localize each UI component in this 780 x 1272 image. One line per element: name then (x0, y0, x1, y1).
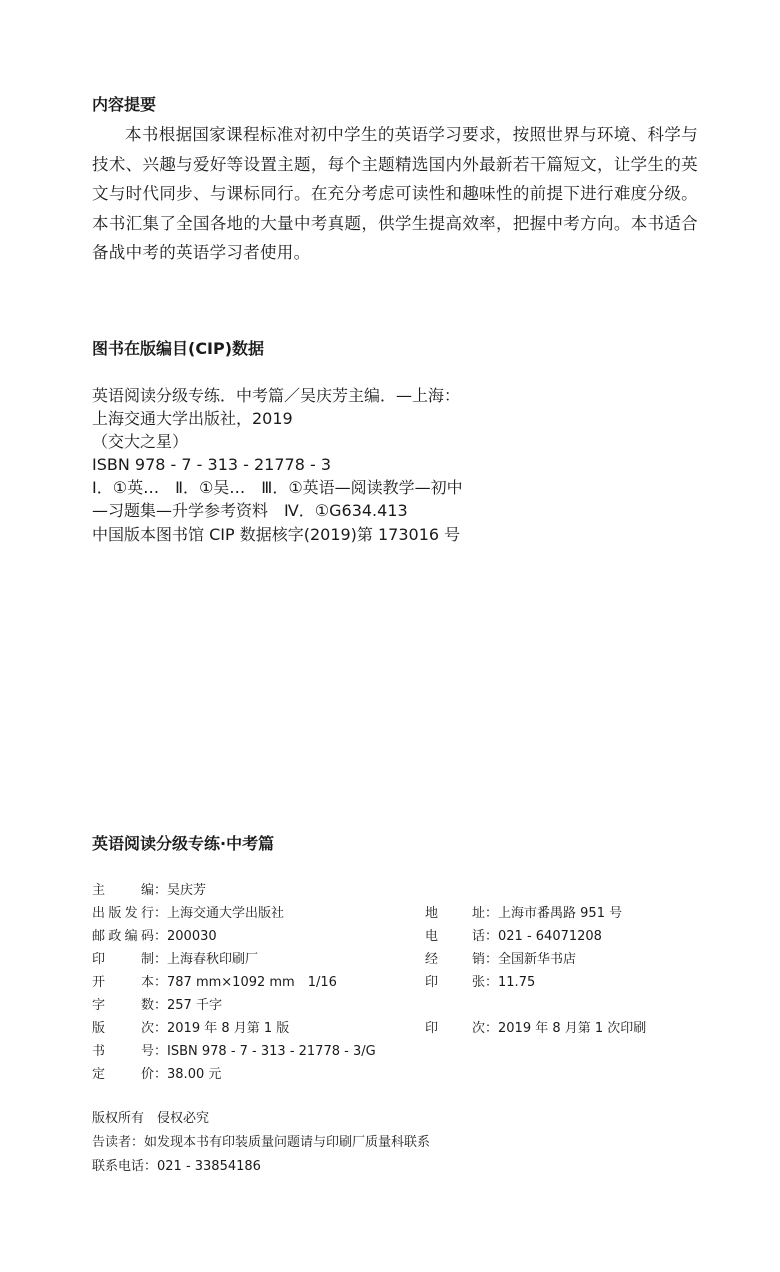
reader-notice: 告读者：如发现本书有印装质量问题请与印刷厂质量科联系 (92, 1135, 431, 1150)
info-row-printing (425, 1018, 646, 1040)
cip-heading: 图书在版编目(CIP)数据 (92, 339, 265, 358)
info-label: 电话 (425, 929, 485, 944)
cip-line: 上海交通大学出版社，2019 (92, 409, 293, 428)
summary-body: 本书根据国家课程标准对初中学生的英语学习要求，按照世界与环境、科学与技术、兴趣与爱好等设置主题，每个主题精选国内外最新若干篇短文，让学生的英文与时代同步、与课标同行。在充分考虑可读性和趣味性的前提下进行难度分级。本书汇集了全国各地的大量中考真题，供学生提高效率，把握中考方向。本书适合备战中考的英语学习者使用。 (92, 125, 698, 262)
info-colon: ： (485, 906, 499, 921)
info-label: 定价 (92, 1067, 154, 1082)
info-value: 11.75 (498, 975, 536, 990)
info-label: 出版发行 (92, 906, 154, 921)
info-colon: ： (154, 998, 168, 1013)
info-colon: ： (154, 952, 168, 967)
info-row-wordcount (92, 995, 222, 1017)
info-colon: ： (154, 1067, 168, 1082)
info-row-isbn (92, 1041, 376, 1063)
info-colon: ： (485, 952, 499, 967)
info-value: 全国新华书店 (498, 952, 577, 967)
info-colon: ： (485, 1021, 499, 1036)
cip-line: Ⅰ．①英… Ⅱ．①吴… Ⅲ．①英语—阅读教学—初中 (92, 478, 463, 497)
contact-phone: 联系电话：021 - 33854186 (92, 1159, 261, 1174)
info-value: 上海交通大学出版社 (167, 906, 285, 921)
info-row-postcode (92, 926, 217, 948)
info-label: 地址 (425, 906, 485, 921)
info-label: 印次 (425, 1021, 485, 1036)
info-colon: ： (485, 929, 499, 944)
info-colon: ： (154, 906, 168, 921)
info-label: 字数 (92, 998, 154, 1013)
info-value: 787 mm×1092 mm 1/16 (167, 975, 337, 990)
info-value: 257 千字 (167, 998, 222, 1013)
info-label: 印张 (425, 975, 485, 990)
summary-heading: 内容提要 (92, 95, 157, 114)
info-colon: ： (154, 929, 168, 944)
info-value: 吴庆芳 (167, 883, 207, 898)
info-label: 经销 (425, 952, 485, 967)
info-row-sheets (425, 972, 535, 994)
info-value: 200030 (167, 929, 217, 944)
info-colon: ： (154, 975, 168, 990)
info-value: 上海市番禺路 951 号 (498, 906, 623, 921)
cip-line: （交大之星） (92, 432, 189, 451)
cip-line: 英语阅读分级专练．中考篇／吴庆芳主编．—上海： (92, 386, 461, 405)
footer (92, 1107, 430, 1179)
info-row-publisher (92, 903, 284, 925)
info-colon: ： (485, 975, 499, 990)
info-row-price (92, 1064, 221, 1086)
copyright-notice: 版权所有 侵权必究 (92, 1111, 210, 1126)
info-row-edition (92, 1018, 289, 1040)
info-label: 书号 (92, 1044, 154, 1059)
info-row-format (92, 972, 337, 994)
cip-record-number: 中国版本图书馆 CIP 数据核字(2019)第 173016 号 (92, 525, 461, 544)
info-colon: ： (154, 1044, 168, 1059)
info-value: 021 - 64071208 (498, 929, 602, 944)
info-label: 开本 (92, 975, 154, 990)
cip-lines (92, 384, 463, 522)
info-row-distributor (425, 949, 576, 971)
info-row-phone (425, 926, 602, 948)
info-row-printer (92, 949, 258, 971)
info-value: 2019 年 8 月第 1 版 (167, 1021, 290, 1036)
info-label: 印制 (92, 952, 154, 967)
info-value: 38.00 元 (167, 1067, 222, 1082)
info-row-editor (92, 880, 206, 902)
info-label: 版次 (92, 1021, 154, 1036)
cip-line: ISBN 978 - 7 - 313 - 21778 - 3 (92, 455, 332, 474)
info-value: ISBN 978 - 7 - 313 - 21778 - 3/G (167, 1044, 376, 1059)
info-value: 上海春秋印刷厂 (167, 952, 259, 967)
cip-line: —习题集—升学参考资料 Ⅳ．①G634.413 (92, 501, 408, 520)
info-value: 2019 年 8 月第 1 次印刷 (498, 1021, 647, 1036)
info-label: 邮政编码 (92, 929, 154, 944)
info-colon: ： (154, 883, 168, 898)
book-title: 英语阅读分级专练·中考篇 (92, 834, 275, 853)
info-label: 主编 (92, 883, 154, 898)
info-colon: ： (154, 1021, 168, 1036)
info-row-address (425, 903, 622, 925)
